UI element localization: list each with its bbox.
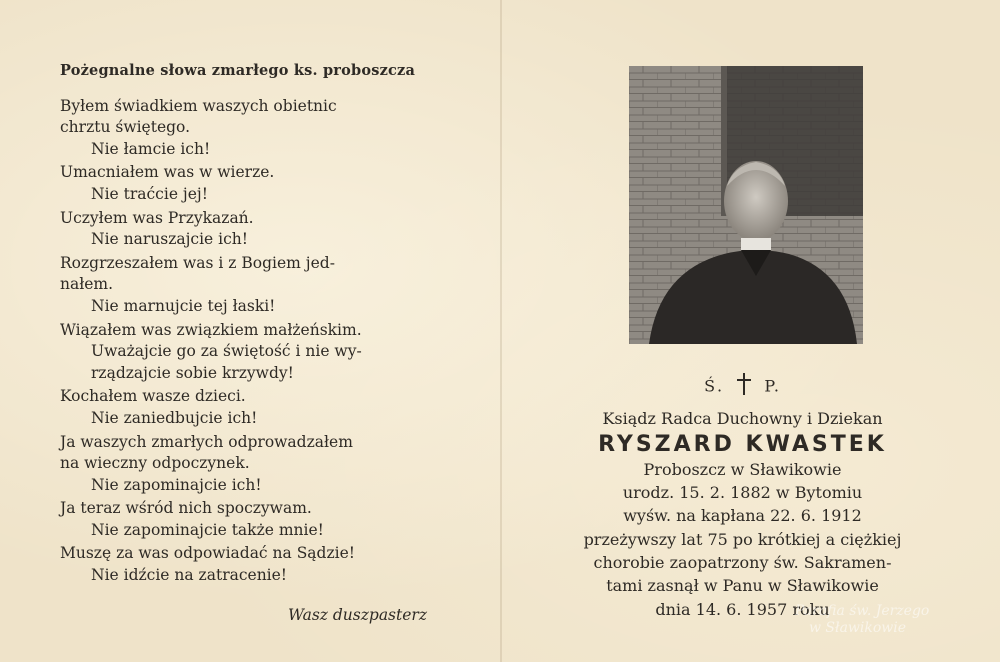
- bio-line: wyśw. na kapłana 22. 6. 1912: [623, 506, 862, 526]
- stanza-line: Rozgrzeszałem was i z Bogiem jed-: [60, 253, 335, 272]
- bio-line: dnia 14. 6. 1957 roku: [655, 599, 830, 619]
- center-fold: [500, 0, 502, 662]
- stanza-line: Muszę za was odpowiadać na Sądzie!: [60, 544, 355, 563]
- watermark-line: w Sławikowie: [809, 620, 907, 636]
- deceased-name: RYSZARD KWASTEK: [598, 431, 887, 457]
- stanza: [60, 162, 435, 205]
- stanza-line: Ja teraz wśród nich spoczywam.: [60, 499, 312, 518]
- stanza-line: Uważajcie go za świętość i nie wy-: [91, 342, 362, 361]
- stanza-line: rządzajcie sobie krzywdy!: [91, 363, 294, 382]
- stanza: [60, 498, 435, 541]
- stanza-line: Nie traćcie jej!: [91, 184, 208, 203]
- stanza-line: Wiązałem was związkiem małżeńskim.: [60, 320, 362, 339]
- stanza-line: nałem.: [60, 275, 114, 294]
- sp-left: Ś.: [704, 376, 725, 396]
- bio-line: Proboszcz w Sławikowie: [643, 459, 842, 479]
- stanza: [60, 96, 435, 161]
- stanza-line: Nie łamcie ich!: [91, 139, 211, 158]
- stanza-line: Ja waszych zmarłych odprowadzałem: [60, 432, 353, 451]
- stanza: [60, 253, 435, 318]
- sp-line: [540, 373, 945, 401]
- stanza-line: Byłem świadkiem waszych obietnic: [60, 96, 337, 115]
- obituary-text: [540, 373, 945, 621]
- bio-line: chorobie zaopatrzony św. Sakramen-: [593, 553, 892, 573]
- stanza-line: Nie idźcie na zatracenie!: [91, 566, 288, 585]
- bio-line: urodz. 15. 2. 1882 w Bytomiu: [622, 483, 863, 503]
- priest-portrait: [629, 66, 863, 344]
- stanza: [60, 320, 435, 385]
- stanza-line: Nie zapominajcie ich!: [91, 475, 262, 494]
- cross-icon: [737, 373, 751, 401]
- farewell-panel: [60, 60, 435, 626]
- stanza: [60, 208, 435, 251]
- signature: Wasz duszpasterz: [288, 605, 427, 624]
- stanza-line: Nie naruszajcie ich!: [91, 230, 248, 249]
- stanza-line: Nie marnujcie tej łaski!: [91, 296, 276, 315]
- stanza-line: Kochałem wasze dzieci.: [60, 387, 246, 406]
- stanza-line: Umacniałem was w wierze.: [60, 163, 275, 182]
- farewell-heading: Pożegnalne słowa zmarłego ks. proboszcza: [60, 62, 416, 79]
- watermark: [795, 603, 985, 637]
- stanza: [60, 432, 435, 497]
- stanza-line: Uczyłem was Przykazań.: [60, 208, 254, 227]
- stanza-line: Nie zaniedbujcie ich!: [91, 408, 258, 427]
- stanza: [60, 386, 435, 429]
- stanza-line: Nie zapominajcie także mnie!: [91, 520, 324, 539]
- sp-right: P.: [764, 376, 781, 396]
- bio-line: tami zasnął w Panu w Sławikowie: [606, 576, 879, 596]
- watermark-line: Parafia św. Jerzego: [795, 603, 930, 619]
- rank-title: Ksiądz Radca Duchowny i Dziekan: [602, 409, 883, 429]
- stanza-line: chrztu świętego.: [60, 118, 191, 137]
- bio-line: przeżywszy lat 75 po krótkiej a ciężkiej: [583, 529, 902, 549]
- portrait-image: [629, 66, 863, 344]
- stanza-line: na wieczny odpoczynek.: [60, 454, 250, 473]
- stanza: [60, 543, 435, 586]
